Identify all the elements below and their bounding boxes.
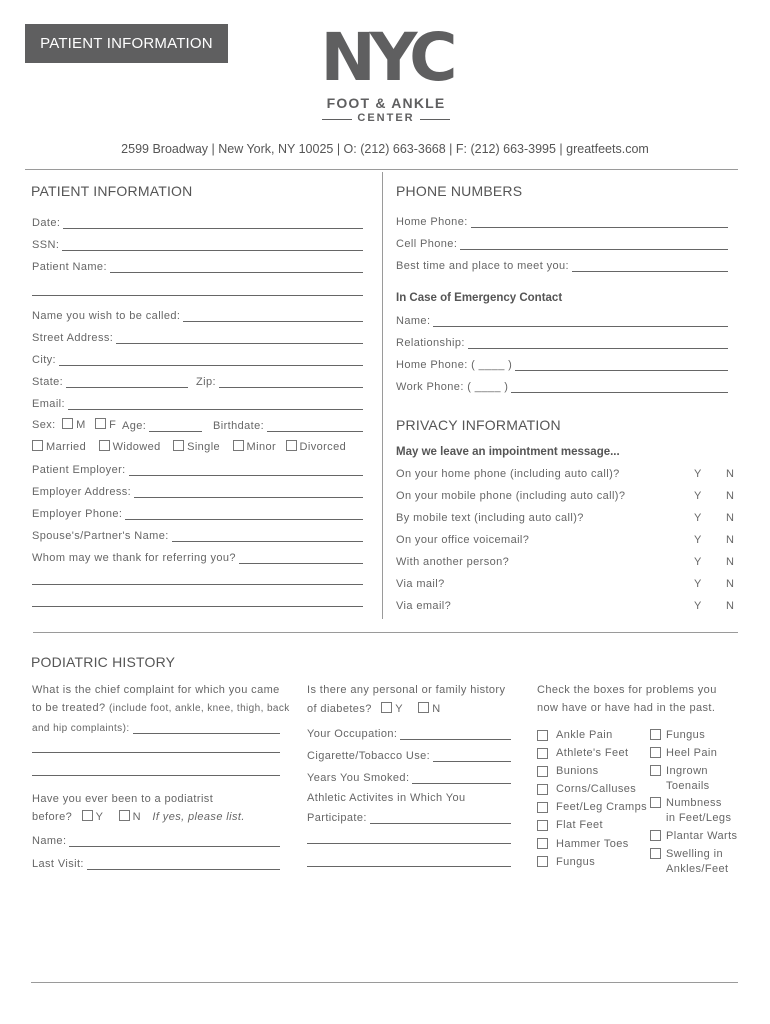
- sex-row: [32, 418, 116, 431]
- zip-field[interactable]: [196, 374, 363, 388]
- privacy-question-2: On your mobile phone (including auto call)?: [396, 490, 626, 502]
- privacy-q3-yes[interactable]: Y: [694, 512, 702, 524]
- patient-name-field[interactable]: [32, 259, 363, 273]
- podiatrist-name-field[interactable]: [32, 833, 280, 847]
- employer-field[interactable]: [32, 462, 363, 476]
- chief-complaint-field[interactable]: [32, 720, 280, 734]
- corns-calluses-checkbox[interactable]: [537, 784, 548, 795]
- emergency-name-label: Name:: [396, 315, 431, 327]
- athletes-feet-checkbox[interactable]: [537, 748, 548, 759]
- athletic-field[interactable]: [307, 810, 511, 824]
- podiatrist-question-line-2: [32, 810, 245, 823]
- widowed-label: Widowed: [112, 441, 161, 453]
- street-field[interactable]: [32, 330, 363, 344]
- privacy-q4-yes[interactable]: Y: [694, 534, 702, 546]
- referral-extra-line-1[interactable]: [32, 584, 363, 585]
- privacy-q2-no[interactable]: N: [726, 490, 734, 502]
- sex-m-checkbox[interactable]: [62, 418, 73, 429]
- age-field[interactable]: [122, 418, 202, 432]
- privacy-subtitle: May we leave an impointment message...: [396, 446, 620, 458]
- heel-pain-label: Heel Pain: [666, 747, 718, 759]
- fungus-left-label: Fungus: [556, 856, 596, 868]
- podiatrist-yes-checkbox[interactable]: [82, 810, 93, 821]
- hammer-toes-checkbox[interactable]: [537, 838, 548, 849]
- married-label: Married: [46, 441, 87, 453]
- athletic-extra-line-1[interactable]: [307, 843, 511, 844]
- minor-label: Minor: [246, 441, 277, 453]
- swelling-checkbox[interactable]: [650, 848, 661, 859]
- birthdate-field[interactable]: [213, 418, 363, 432]
- emergency-name-field[interactable]: [396, 313, 728, 327]
- minor-checkbox[interactable]: [233, 440, 244, 451]
- ankle-pain-label: Ankle Pain: [556, 729, 613, 741]
- header-divider: [25, 169, 738, 170]
- employer-phone-label: Employer Phone:: [32, 508, 123, 520]
- emergency-relationship-label: Relationship:: [396, 337, 465, 349]
- fungus-label: Fungus: [666, 729, 706, 741]
- cell-phone-field[interactable]: [396, 236, 728, 250]
- date-field[interactable]: [32, 215, 363, 229]
- athletes-feet-label: Athlete's Feet: [556, 747, 629, 759]
- podiatrist-question-line-1: Have you ever been to a podiatrist: [32, 793, 214, 805]
- diabetes-question-line-2: [307, 702, 441, 715]
- podiatrist-no-label: N: [132, 811, 141, 823]
- podiatrist-yes-label: Y: [95, 811, 104, 823]
- single-label: Single: [187, 441, 221, 453]
- sex-label: Sex:: [32, 419, 56, 431]
- employer-label: Patient Employer:: [32, 464, 126, 476]
- numbness-checkbox[interactable]: [650, 797, 661, 808]
- diabetes-yes-checkbox[interactable]: [381, 702, 392, 713]
- corns-calluses-label: Corns/Calluses: [556, 783, 637, 795]
- diabetes-no-checkbox[interactable]: [418, 702, 429, 713]
- privacy-q5-yes[interactable]: Y: [694, 556, 702, 568]
- chief-complaint-extra-line-1[interactable]: [32, 752, 280, 753]
- privacy-q1-yes[interactable]: Y: [694, 468, 702, 480]
- patient-name-extra-line[interactable]: [32, 295, 363, 296]
- podiatrist-question-before: before?: [32, 811, 73, 823]
- state-field[interactable]: [32, 374, 188, 388]
- bunions-checkbox[interactable]: [537, 766, 548, 777]
- preferred-name-field[interactable]: [32, 308, 363, 322]
- date-label: Date:: [32, 217, 61, 229]
- last-visit-label: Last Visit:: [32, 858, 84, 870]
- problems-instruction-line-1: Check the boxes for problems you: [537, 684, 717, 696]
- state-label: State:: [32, 376, 64, 388]
- email-label: Email:: [32, 398, 65, 410]
- single-checkbox[interactable]: [173, 440, 184, 451]
- divorced-checkbox[interactable]: [286, 440, 297, 451]
- heel-pain-checkbox[interactable]: [650, 747, 661, 758]
- fungus-checkbox[interactable]: [650, 729, 661, 740]
- athletic-question-line-1: Athletic Activites in Which You: [307, 792, 466, 804]
- privacy-q4-no[interactable]: N: [726, 534, 734, 546]
- best-time-label: Best time and place to meet you:: [396, 260, 569, 272]
- best-time-field[interactable]: [396, 258, 728, 272]
- footer-divider: [31, 982, 738, 983]
- privacy-question-3: By mobile text (including auto call)?: [396, 512, 584, 524]
- employer-address-field[interactable]: [32, 484, 363, 498]
- phone-section-title: PHONE NUMBERS: [396, 183, 523, 199]
- privacy-q1-no[interactable]: N: [726, 468, 734, 480]
- married-checkbox[interactable]: [32, 440, 43, 451]
- preferred-name-label: Name you wish to be called:: [32, 310, 181, 322]
- fungus-left-checkbox[interactable]: [537, 856, 548, 867]
- divorced-label: Divorced: [299, 441, 347, 453]
- widowed-checkbox[interactable]: [99, 440, 110, 451]
- cell-phone-label: Cell Phone:: [396, 238, 458, 250]
- flat-feet-label: Flat Feet: [556, 819, 604, 831]
- podiatric-divider: [33, 632, 738, 633]
- privacy-q5-no[interactable]: N: [726, 556, 734, 568]
- ingrown-toenails-checkbox[interactable]: [650, 765, 661, 776]
- sex-f-checkbox[interactable]: [95, 418, 106, 429]
- plantar-warts-label: Plantar Warts: [666, 830, 738, 842]
- hammer-toes-label: Hammer Toes: [556, 838, 629, 850]
- last-visit-field[interactable]: [32, 856, 280, 870]
- employer-phone-field[interactable]: [32, 506, 363, 520]
- ankles-feet-label: Ankles/Feet: [666, 863, 729, 875]
- diabetes-no-label: N: [432, 703, 441, 715]
- chief-complaint-line-2: [32, 702, 290, 714]
- numbness-feet-legs-label: in Feet/Legs: [666, 812, 732, 824]
- emergency-relationship-field[interactable]: [396, 335, 728, 349]
- employer-address-label: Employer Address:: [32, 486, 132, 498]
- plantar-warts-checkbox[interactable]: [650, 830, 661, 841]
- diabetes-question-line-1: Is there any personal or family history: [307, 684, 506, 696]
- privacy-q2-yes[interactable]: Y: [694, 490, 702, 502]
- referral-field[interactable]: [32, 550, 363, 564]
- home-phone-field[interactable]: [396, 214, 728, 228]
- contact-line: 2599 Broadway | New York, NY 10025 | O: (212) 663-3668 | F: (212) 663-3995 | greatfeets.com: [121, 142, 649, 156]
- podiatrist-note: If yes, please list.: [152, 811, 245, 823]
- chief-complaint-line-1: What is the chief complaint for which you came: [32, 684, 280, 696]
- flat-feet-checkbox[interactable]: [537, 820, 548, 831]
- feet-leg-cramps-checkbox[interactable]: [537, 802, 548, 813]
- athletic-question-line-2: Participate:: [307, 812, 367, 824]
- tobacco-field[interactable]: [307, 748, 511, 762]
- problems-instruction-line-2: now have or have had in the past.: [537, 702, 716, 714]
- emergency-home-phone-label: Home Phone: ( ____ ): [396, 359, 513, 371]
- zip-label: Zip:: [196, 376, 216, 388]
- street-label: Street Address:: [32, 332, 114, 344]
- ssn-label: SSN:: [32, 239, 60, 251]
- feet-leg-cramps-label: Feet/Leg Cramps: [556, 801, 647, 813]
- chief-complaint-line-3: and hip complaints):: [32, 723, 130, 734]
- privacy-q6-no[interactable]: N: [726, 578, 734, 590]
- occupation-field[interactable]: [307, 726, 511, 740]
- ingrown-label: Ingrown: [666, 765, 708, 777]
- tobacco-label: Cigarette/Tobacco Use:: [307, 750, 431, 762]
- privacy-q7-yes[interactable]: Y: [694, 600, 702, 612]
- years-smoked-field[interactable]: [307, 770, 511, 784]
- athletic-extra-line-2[interactable]: [307, 866, 511, 867]
- bunions-label: Bunions: [556, 765, 599, 777]
- privacy-question-5: With another person?: [396, 556, 510, 568]
- emergency-home-phone-field[interactable]: [396, 357, 728, 371]
- numbness-label: Numbness: [666, 797, 722, 809]
- diabetes-yes-label: Y: [395, 703, 403, 715]
- spouse-name-field[interactable]: [32, 528, 363, 542]
- emergency-work-phone-field[interactable]: [396, 379, 728, 393]
- referral-label: Whom may we thank for referring you?: [32, 552, 236, 564]
- email-field[interactable]: [32, 396, 363, 410]
- chief-complaint-line-2-main: to be treated?: [32, 702, 106, 714]
- ankle-pain-checkbox[interactable]: [537, 730, 548, 741]
- emergency-work-phone-label: Work Phone: ( ____ ): [396, 381, 509, 393]
- chief-complaint-line-2-note: (include foot, ankle, knee, thigh, back: [108, 703, 290, 714]
- sex-f-label: F: [109, 419, 117, 431]
- privacy-question-7: Via email?: [396, 600, 452, 612]
- privacy-question-4: On your office voicemail?: [396, 534, 530, 546]
- privacy-question-6: Via mail?: [396, 578, 445, 590]
- toenails-label: Toenails: [666, 780, 710, 792]
- swelling-label: Swelling in: [666, 848, 723, 860]
- chief-complaint-extra-line-2[interactable]: [32, 775, 280, 776]
- privacy-section-title: PRIVACY INFORMATION: [396, 417, 561, 433]
- emergency-title: In Case of Emergency Contact: [396, 292, 563, 304]
- privacy-q7-no[interactable]: N: [726, 600, 734, 612]
- header-title-box: PATIENT INFORMATION: [25, 24, 228, 63]
- logo-main-text: NYC: [320, 19, 452, 96]
- podiatric-section-title: PODIATRIC HISTORY: [31, 654, 176, 670]
- marital-status-row: [32, 440, 346, 453]
- spouse-name-label: Spouse's/Partner's Name:: [32, 530, 169, 542]
- birthdate-label: Birthdate:: [213, 420, 265, 432]
- age-label: Age:: [122, 420, 147, 432]
- occupation-label: Your Occupation:: [307, 728, 398, 740]
- logo-line-1: FOOT & ANKLE: [326, 95, 446, 111]
- privacy-q3-no[interactable]: N: [726, 512, 734, 524]
- nyc-foot-ankle-logo: [316, 19, 456, 130]
- podiatrist-no-checkbox[interactable]: [119, 810, 130, 821]
- city-field[interactable]: [32, 352, 363, 366]
- privacy-q6-yes[interactable]: Y: [694, 578, 702, 590]
- column-divider: [382, 172, 383, 619]
- referral-extra-line-2[interactable]: [32, 606, 363, 607]
- logo-line-2: CENTER: [316, 112, 456, 126]
- patient-section-title: PATIENT INFORMATION: [31, 183, 193, 199]
- sex-m-label: M: [76, 419, 86, 431]
- city-label: City:: [32, 354, 56, 366]
- diabetes-question-text: of diabetes?: [307, 703, 372, 715]
- podiatrist-name-label: Name:: [32, 835, 67, 847]
- patient-name-label: Patient Name:: [32, 261, 107, 273]
- ssn-field[interactable]: [32, 237, 363, 251]
- years-smoked-label: Years You Smoked:: [307, 772, 410, 784]
- home-phone-label: Home Phone:: [396, 216, 468, 228]
- privacy-question-1: On your home phone (including auto call)?: [396, 468, 620, 480]
